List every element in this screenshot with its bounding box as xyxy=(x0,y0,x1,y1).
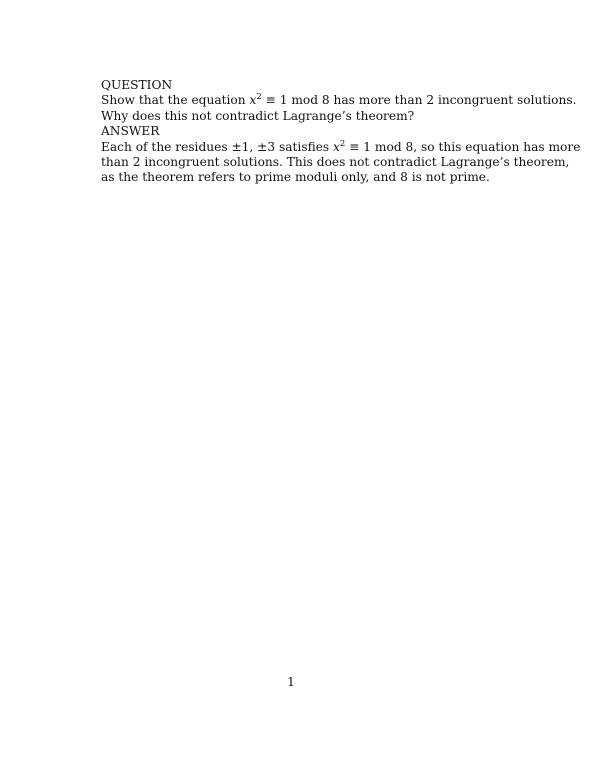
question-line-2: Why does this not contradict Lagrange’s theorem? xyxy=(101,108,415,123)
math-exponent: 2 xyxy=(256,92,262,103)
answer-heading: ANSWER xyxy=(101,124,160,139)
answer-text-start: Each of the residues ±1, ±3 satisfies xyxy=(101,139,334,154)
answer-text-end: ≡ 1 mod 8, so this equation has more xyxy=(345,139,581,154)
question-heading: QUESTION xyxy=(101,78,173,92)
math-variable-x: x xyxy=(333,139,340,154)
question-text-end: ≡ 1 mod 8 has more than 2 incongruent solutions. xyxy=(261,93,577,108)
page-number: 1 xyxy=(287,675,295,689)
question-text-start: Show that the equation xyxy=(101,93,250,108)
question-line-1 xyxy=(101,92,577,108)
answer-line-3: as the theorem refers to prime moduli only, and 8 is not prime. xyxy=(101,170,490,185)
answer-line-1 xyxy=(101,138,581,155)
answer-line-2: than 2 incongruent solutions. This does not contradict Lagrange’s theorem, xyxy=(101,155,570,170)
document-body xyxy=(101,78,581,186)
math-exponent: 2 xyxy=(339,138,346,149)
math-variable-x: x xyxy=(249,93,257,108)
